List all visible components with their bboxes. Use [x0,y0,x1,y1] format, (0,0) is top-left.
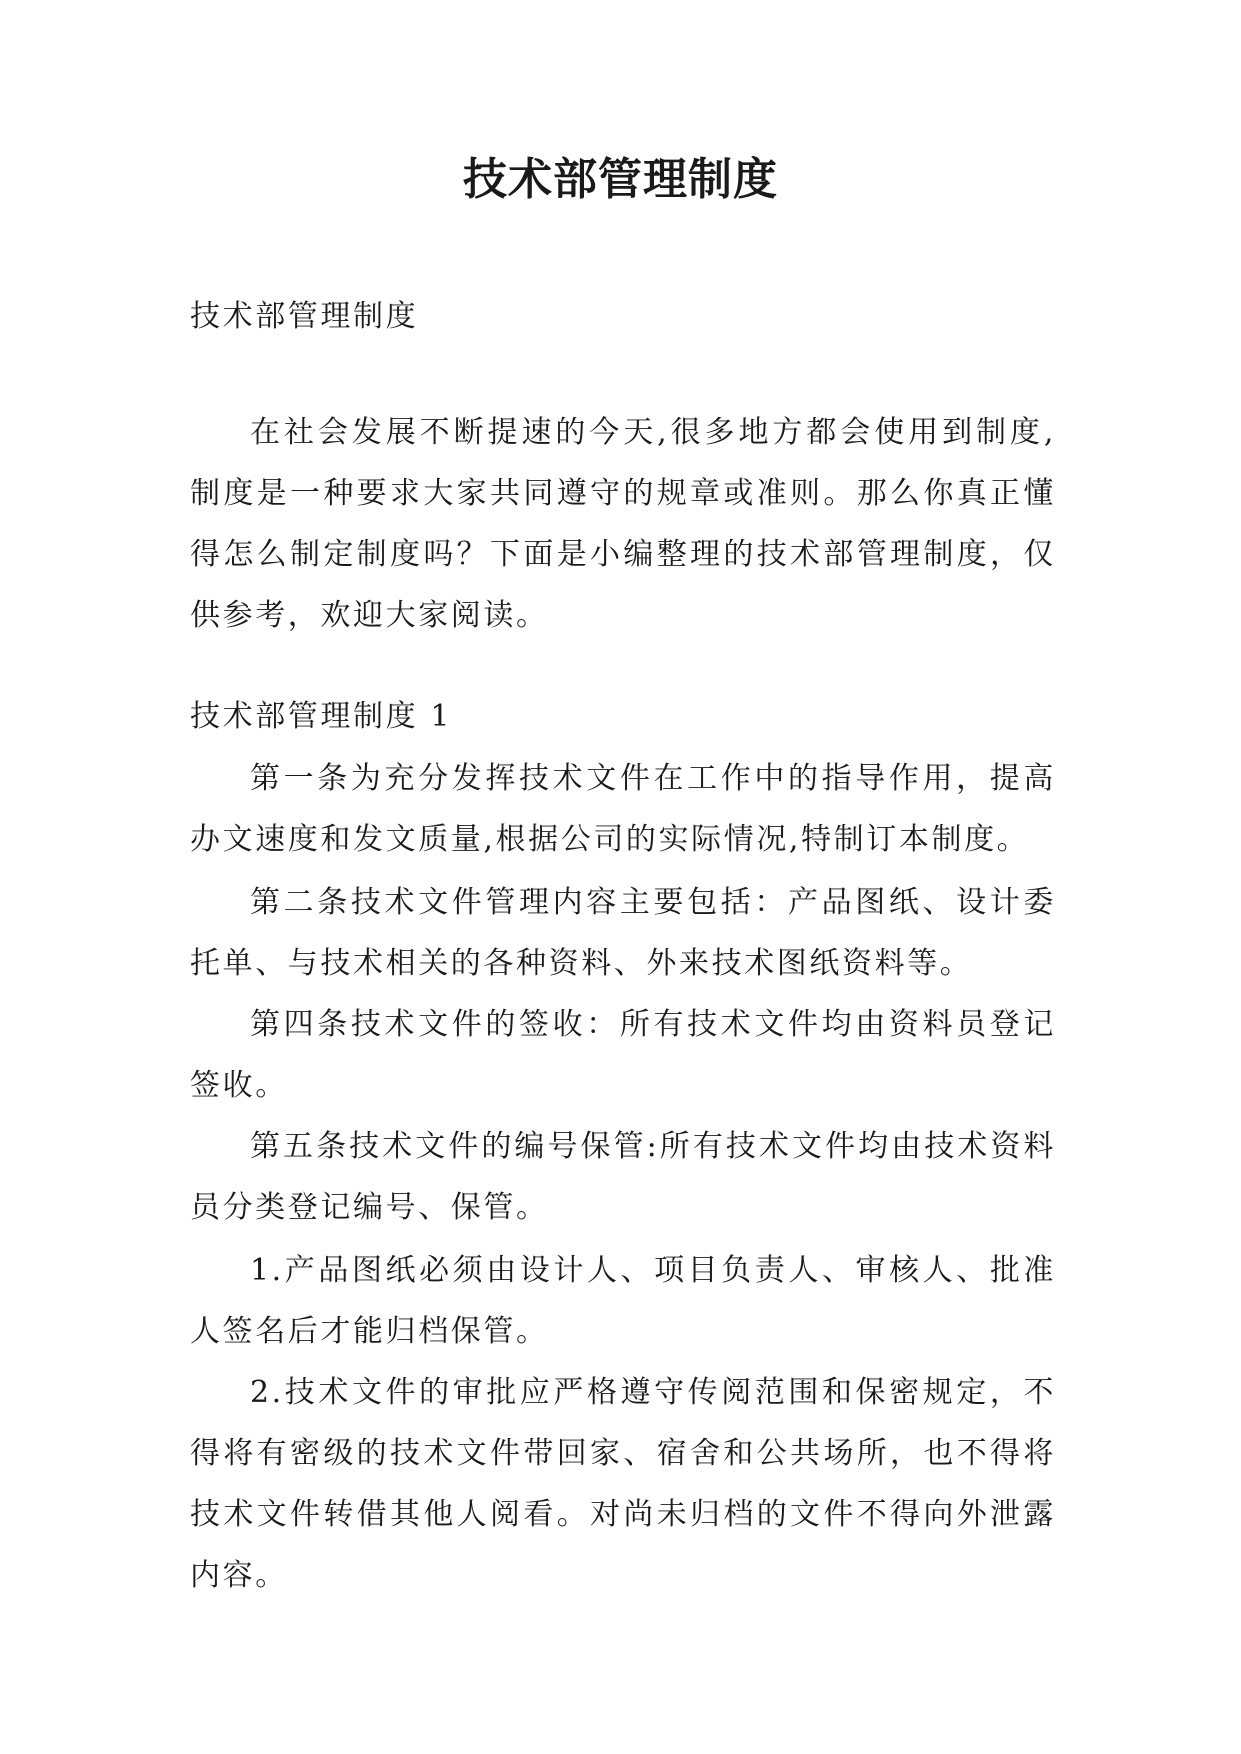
list-item-1-paragraph: 1.产品图纸必须由设计人、项目负责人、审核人、批准人签名后才能归档保管。 [190,1253,1056,1349]
article-4-paragraph: 第四条技术文件的签收：所有技术文件均由资料员登记签收。 [190,1007,1056,1103]
section-heading: 技术部管理制度 1 [190,699,453,734]
article-2-paragraph: 第二条技术文件管理内容主要包括：产品图纸、设计委托单、与技术相关的各种资料、外来技术图纸资料等。 [190,885,1056,981]
intro-paragraph: 在社会发展不断提速的今天,很多地方都会使用到制度,制度是一种要求大家共同遵守的规章或准则。那么你真正懂得怎么制定制度吗？下面是小编整理的技术部管理制度，仅供参考，欢迎大家阅读。 [190,415,1056,633]
list-item-2-paragraph: 2.技术文件的审批应严格遵守传阅范围和保密规定，不得将有密级的技术文件带回家、宿舍和公共场所，也不得将技术文件转借其他人阅看。对尚未归档的文件不得向外泄露内容。 [190,1375,1056,1593]
document-title: 技术部管理制度 [463,154,778,205]
document-subtitle: 技术部管理制度 [190,299,419,334]
article-1-paragraph: 第一条为充分发挥技术文件在工作中的指导作用，提高办文速度和发文质量,根据公司的实际情况,特制订本制度。 [190,761,1056,857]
article-5-paragraph: 第五条技术文件的编号保管:所有技术文件均由技术资料员分类登记编号、保管。 [190,1129,1056,1225]
